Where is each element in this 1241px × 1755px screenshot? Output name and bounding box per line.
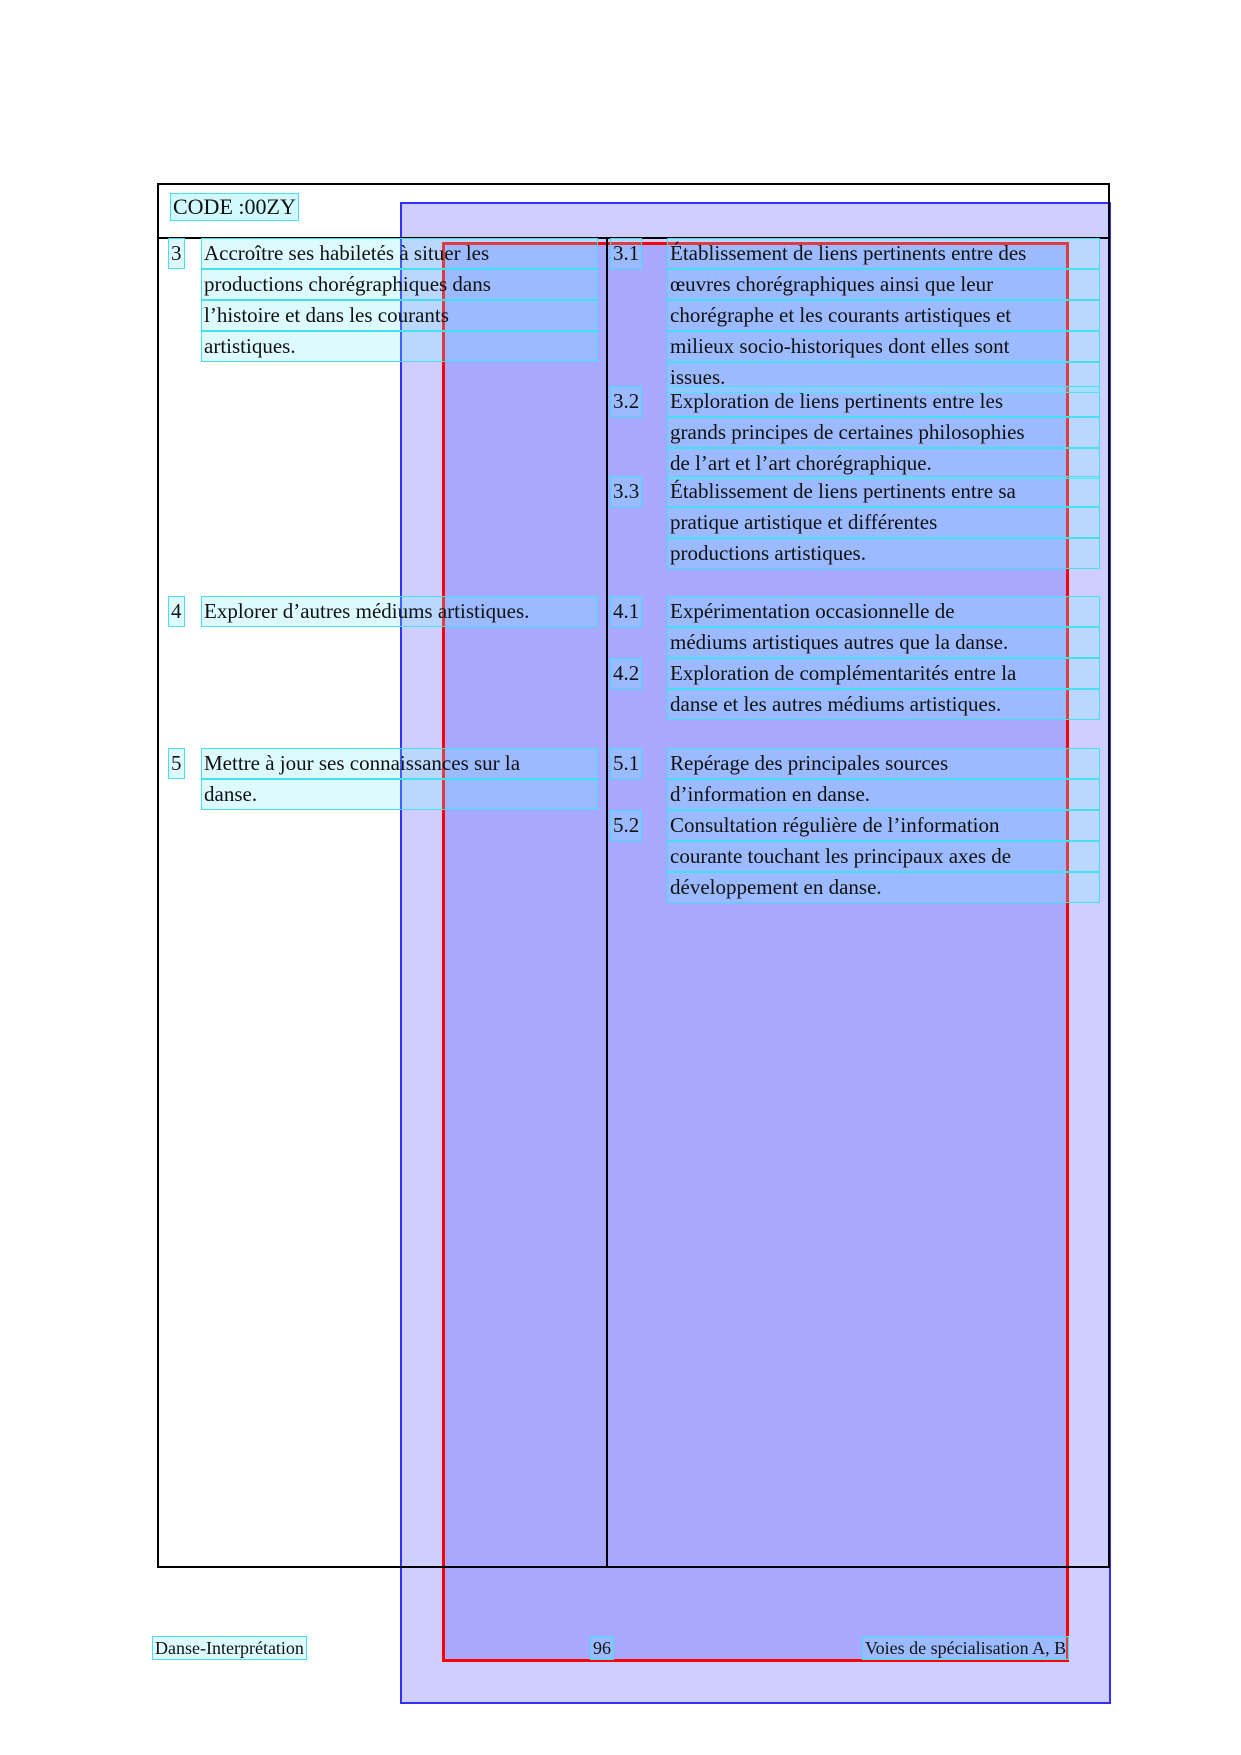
criterion-number: 3.2 [610,386,642,417]
criterion-line: Expérimentation occasionnelle de [667,596,1100,627]
element-number: 4 [168,596,185,627]
criterion-4-1 [610,596,1100,658]
criterion-line: développement en danse. [667,872,1100,903]
criterion-line: grands principes de certaines philosophies [667,417,1100,448]
element-line: artistiques. [201,331,598,362]
criterion-3-1 [610,238,1100,393]
criterion-3-2 [610,386,1100,479]
criterion-number: 3.3 [610,476,642,507]
criterion-number: 5.2 [610,810,642,841]
element-line: Accroître ses habiletés à situer les [201,238,598,269]
criterion-line: pratique artistique et différentes [667,507,1100,538]
element-line: productions chorégraphiques dans [201,269,598,300]
code-label: CODE :00ZY [170,193,299,221]
criterion-3-3 [610,476,1100,569]
element-4 [168,596,598,627]
criterion-line: issues. [667,362,1100,393]
criterion-line: Consultation régulière de l’information [667,810,1100,841]
criterion-line: Établissement de liens pertinents entre des [667,238,1100,269]
criterion-line: courante touchant les principaux axes de [667,841,1100,872]
criterion-number: 3.1 [610,238,642,269]
element-line: Mettre à jour ses connaissances sur la [201,748,598,779]
criterion-4-2 [610,658,1100,720]
criterion-line: chorégraphe et les courants artistiques et [667,300,1100,331]
footer-program-name: Danse-Interprétation [152,1636,307,1660]
element-3 [168,238,598,362]
criterion-line: Exploration de complémentarités entre la [667,658,1100,689]
criterion-line: danse et les autres médiums artistiques. [667,689,1100,720]
criterion-number: 4.1 [610,596,642,627]
element-number: 3 [168,238,185,269]
criterion-number: 5.1 [610,748,642,779]
criterion-line: productions artistiques. [667,538,1100,569]
criterion-line: œuvres chorégraphiques ainsi que leur [667,269,1100,300]
criterion-line: d’information en danse. [667,779,1100,810]
footer-page-number: 96 [590,1636,614,1660]
column-divider [606,239,608,1566]
criterion-5-2 [610,810,1100,903]
element-line: Explorer d’autres médiums artistiques. [201,596,598,627]
criterion-5-1 [610,748,1100,810]
element-line: l’histoire et dans les courants [201,300,598,331]
criterion-line: Repérage des principales sources [667,748,1100,779]
footer-pathways: Voies de spécialisation A, B [862,1636,1069,1660]
element-line: danse. [201,779,598,810]
criterion-number: 4.2 [610,658,642,689]
criterion-line: Exploration de liens pertinents entre les [667,386,1100,417]
criterion-line: médiums artistiques autres que la danse. [667,627,1100,658]
element-5 [168,748,598,810]
criterion-line: milieux socio-historiques dont elles sont [667,331,1100,362]
element-number: 5 [168,748,185,779]
criterion-line: de l’art et l’art chorégraphique. [667,448,1100,479]
criterion-line: Établissement de liens pertinents entre sa [667,476,1100,507]
